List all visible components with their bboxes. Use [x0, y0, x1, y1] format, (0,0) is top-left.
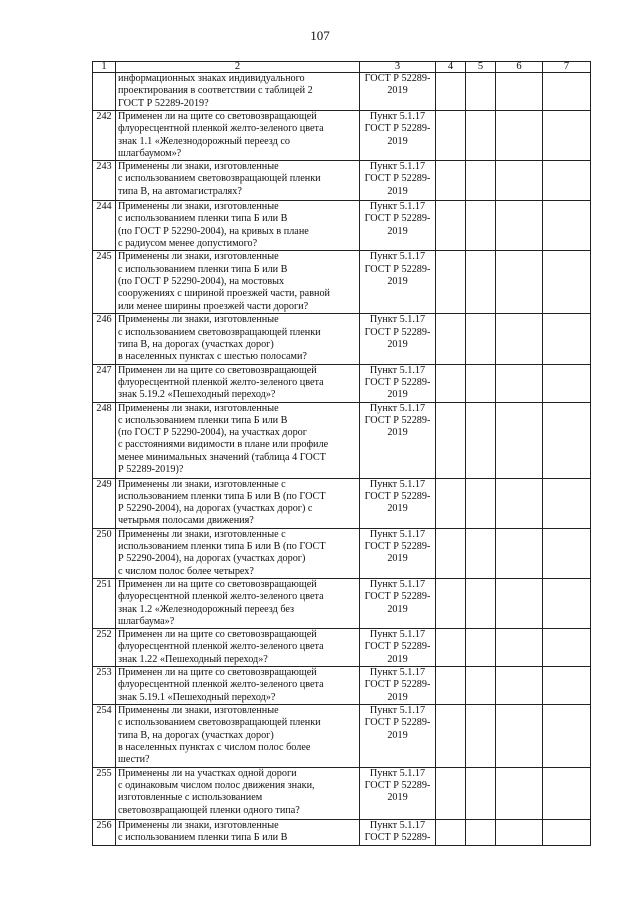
- checklist-table: [92, 61, 591, 846]
- reference-line: Пункт 5.1.17: [369, 111, 426, 122]
- question-line: Применены ли знаки, изготовленные: [118, 251, 279, 263]
- answer-cell-col-4: [436, 629, 466, 667]
- header-col-1: 1: [93, 62, 116, 73]
- answer-cell-col-7: [543, 111, 591, 161]
- reference-line: 2019: [387, 135, 408, 147]
- question-line: Применен ли на щите со световозвращающей: [118, 364, 317, 376]
- question-line: шлагбаумом»?: [118, 147, 182, 159]
- row-number: 253: [93, 667, 116, 705]
- reference-line: Пункт 5.1.17: [369, 402, 426, 414]
- row-number: 250: [93, 528, 116, 578]
- answer-cell-col-7: [543, 578, 591, 628]
- reference-line: ГОСТ Р 52289-: [364, 123, 431, 135]
- answer-cell-col-4: [436, 73, 466, 111]
- table-row: [93, 667, 591, 705]
- answer-cell-col-5: [466, 73, 496, 111]
- answer-cell-col-5: [466, 201, 496, 251]
- answer-cell-col-4: [436, 578, 466, 628]
- answer-cell-col-7: [543, 528, 591, 578]
- header-col-4: 4: [436, 62, 466, 73]
- question-line: с использованием световозвращающей пленки: [118, 173, 321, 185]
- question-line: проектирования в соответствии с таблицей 2: [118, 85, 313, 97]
- reference-cell: [360, 528, 436, 578]
- row-number: [93, 73, 116, 111]
- reference-line: Пункт 5.1.17: [369, 201, 426, 213]
- question-line: знак 1.2 «Железнодорожный переезд без: [118, 603, 295, 615]
- answer-cell-col-5: [466, 819, 496, 845]
- table-header-row: [93, 62, 591, 73]
- question-line: (по ГОСТ Р 52290-2004), на участках дорог: [118, 427, 307, 439]
- answer-cell-col-6: [496, 402, 543, 478]
- reference-cell: [360, 402, 436, 478]
- question-cell: [116, 629, 360, 667]
- row-number: 243: [93, 161, 116, 201]
- reference-line: ГОСТ Р 52289-: [364, 376, 431, 388]
- answer-cell-col-6: [496, 667, 543, 705]
- question-line: Применен ли на щите со световозвращающей: [118, 667, 317, 679]
- row-number: 254: [93, 705, 116, 767]
- answer-cell-col-5: [466, 478, 496, 528]
- question-line: с использованием световозвращающей пленки: [118, 326, 321, 338]
- answer-cell-col-5: [466, 629, 496, 667]
- reference-line: Пункт 5.1.17: [369, 819, 426, 831]
- table-row: [93, 819, 591, 845]
- reference-line: ГОСТ Р 52289-: [364, 591, 431, 603]
- question-line: с расстояниями видимости в плане или профиле: [118, 439, 329, 451]
- answer-cell-col-4: [436, 705, 466, 767]
- reference-line: 2019: [387, 225, 408, 237]
- row-number: 252: [93, 629, 116, 667]
- question-line: знак 5.19.2 «Пешеходный переход»?: [118, 389, 276, 401]
- answer-cell-col-7: [543, 667, 591, 705]
- reference-line: ГОСТ Р 52289-: [364, 779, 431, 791]
- question-line: Применены ли знаки, изготовленные: [118, 402, 279, 414]
- table-row: [93, 705, 591, 767]
- reference-cell: [360, 73, 436, 111]
- reference-line: Пункт 5.1.17: [369, 629, 426, 641]
- answer-cell-col-4: [436, 767, 466, 819]
- answer-cell-col-4: [436, 251, 466, 314]
- reference-line: Пункт 5.1.17: [369, 578, 426, 590]
- question-line: Применены ли на участках одной дороги: [118, 767, 297, 779]
- table-row: [93, 201, 591, 251]
- question-line: световозвращающей пленки одного типа?: [118, 804, 300, 816]
- answer-cell-col-5: [466, 578, 496, 628]
- table-row: [93, 578, 591, 628]
- answer-cell-col-4: [436, 364, 466, 402]
- question-line: в населенных пунктах с шестью полосами?: [118, 351, 307, 363]
- answer-cell-col-5: [466, 314, 496, 364]
- reference-line: ГОСТ Р 52289-: [364, 73, 431, 84]
- reference-line: ГОСТ Р 52289-: [364, 326, 431, 338]
- question-line: с использованием световозвращающей пленки: [118, 717, 321, 729]
- reference-line: ГОСТ Р 52289-: [364, 213, 431, 225]
- question-cell: [116, 111, 360, 161]
- question-line: флуоресцентной пленкой желто-зеленого цвета: [118, 641, 324, 653]
- table-row: [93, 161, 591, 201]
- answer-cell-col-5: [466, 528, 496, 578]
- question-line: Применены ли знаки, изготовленные с: [118, 478, 286, 490]
- answer-cell-col-6: [496, 111, 543, 161]
- question-cell: [116, 251, 360, 314]
- reference-line: Пункт 5.1.17: [369, 251, 426, 263]
- reference-line: ГОСТ Р 52289-: [364, 173, 431, 185]
- reference-cell: [360, 364, 436, 402]
- header-col-2: 2: [116, 62, 360, 73]
- answer-cell-col-6: [496, 578, 543, 628]
- answer-cell-col-4: [436, 161, 466, 201]
- question-line: Р 52289-2019)?: [118, 464, 184, 476]
- answer-cell-col-4: [436, 402, 466, 478]
- reference-cell: [360, 478, 436, 528]
- reference-line: 2019: [387, 691, 408, 703]
- question-line: или менее ширины проезжей части дороги?: [118, 300, 309, 312]
- answer-cell-col-4: [436, 528, 466, 578]
- table-row: [93, 528, 591, 578]
- answer-cell-col-7: [543, 201, 591, 251]
- table-row: [93, 73, 591, 111]
- reference-cell: [360, 667, 436, 705]
- answer-cell-col-6: [496, 314, 543, 364]
- answer-cell-col-5: [466, 161, 496, 201]
- reference-line: 2019: [387, 389, 408, 401]
- reference-line: Пункт 5.1.17: [369, 705, 426, 717]
- question-cell: [116, 364, 360, 402]
- question-line: типа В, на дорогах (участках дорог): [118, 729, 274, 741]
- question-line: сооружениях с шириной проезжей части, равной: [118, 288, 331, 300]
- question-line: изготовленные с использованием: [118, 792, 263, 804]
- reference-line: 2019: [387, 729, 408, 741]
- answer-cell-col-6: [496, 819, 543, 845]
- answer-cell-col-4: [436, 667, 466, 705]
- header-col-7: 7: [543, 62, 591, 73]
- question-line: (по ГОСТ Р 52290-2004), на мостовых: [118, 275, 285, 287]
- reference-cell: [360, 201, 436, 251]
- question-cell: [116, 314, 360, 364]
- table-row: [93, 767, 591, 819]
- question-cell: [116, 667, 360, 705]
- question-line: флуоресцентной пленкой желто-зеленого цвета: [118, 591, 324, 603]
- table-row: [93, 629, 591, 667]
- question-line: четырьмя полосами движения?: [118, 515, 254, 527]
- question-line: знак 1.22 «Пешеходный переход»?: [118, 653, 268, 665]
- reference-line: Пункт 5.1.17: [369, 364, 426, 376]
- reference-line: 2019: [387, 792, 408, 804]
- answer-cell-col-6: [496, 161, 543, 201]
- reference-line: ГОСТ Р 52289-: [364, 831, 431, 843]
- question-cell: [116, 819, 360, 845]
- question-line: с числом полос более четырех?: [118, 565, 254, 577]
- question-line: типа В, на автомагистралях?: [118, 185, 242, 197]
- answer-cell-col-7: [543, 629, 591, 667]
- question-line: использованием пленки типа Б или В (по ГОСТ: [118, 541, 326, 553]
- answer-cell-col-5: [466, 667, 496, 705]
- question-line: Р 52290-2004), на дорогах (участках дорог): [118, 553, 306, 565]
- reference-line: 2019: [387, 85, 408, 97]
- question-line: Применен ли на щите со световозвращающей: [118, 111, 317, 122]
- reference-line: 2019: [387, 275, 408, 287]
- reference-cell: [360, 251, 436, 314]
- row-number: 247: [93, 364, 116, 402]
- row-number: 246: [93, 314, 116, 364]
- reference-line: ГОСТ Р 52289-: [364, 641, 431, 653]
- question-line: Применен ли на щите со световозвращающей: [118, 629, 317, 641]
- answer-cell-col-4: [436, 201, 466, 251]
- question-line: с использованием пленки типа Б или В: [118, 831, 288, 843]
- reference-cell: [360, 578, 436, 628]
- reference-line: 2019: [387, 427, 408, 439]
- reference-line: 2019: [387, 185, 408, 197]
- reference-cell: [360, 767, 436, 819]
- question-cell: [116, 767, 360, 819]
- reference-line: Пункт 5.1.17: [369, 314, 426, 326]
- answer-cell-col-6: [496, 629, 543, 667]
- question-line: использованием пленки типа Б или В (по ГОСТ: [118, 490, 326, 502]
- table-row: [93, 314, 591, 364]
- reference-cell: [360, 629, 436, 667]
- row-number: 249: [93, 478, 116, 528]
- reference-cell: [360, 314, 436, 364]
- reference-line: Пункт 5.1.17: [369, 767, 426, 779]
- question-line: Р 52290-2004), на дорогах (участках дорог) с: [118, 503, 313, 515]
- reference-line: ГОСТ Р 52289-: [364, 717, 431, 729]
- header-col-3: 3: [360, 62, 436, 73]
- question-line: с использованием пленки типа Б или В: [118, 414, 288, 426]
- answer-cell-col-4: [436, 314, 466, 364]
- reference-line: ГОСТ Р 52289-: [364, 263, 431, 275]
- answer-cell-col-4: [436, 111, 466, 161]
- table-row: [93, 478, 591, 528]
- row-number: 255: [93, 767, 116, 819]
- reference-cell: [360, 111, 436, 161]
- question-line: Применены ли знаки, изготовленные: [118, 819, 279, 831]
- row-number: 244: [93, 201, 116, 251]
- question-line: Применены ли знаки, изготовленные: [118, 161, 279, 173]
- header-col-6: 6: [496, 62, 543, 73]
- table-row: [93, 364, 591, 402]
- question-line: Применен ли на щите со световозвращающей: [118, 578, 317, 590]
- question-line: шлагбаума»?: [118, 615, 175, 627]
- answer-cell-col-6: [496, 478, 543, 528]
- row-number: 245: [93, 251, 116, 314]
- question-line: Применены ли знаки, изготовленные: [118, 314, 279, 326]
- answer-cell-col-7: [543, 364, 591, 402]
- answer-cell-col-6: [496, 364, 543, 402]
- answer-cell-col-7: [543, 251, 591, 314]
- question-line: флуоресцентной пленкой желто-зеленого цвета: [118, 679, 324, 691]
- table-row: [93, 402, 591, 478]
- answer-cell-col-6: [496, 767, 543, 819]
- question-line: с использованием пленки типа Б или В: [118, 213, 288, 225]
- question-cell: [116, 478, 360, 528]
- answer-cell-col-4: [436, 819, 466, 845]
- row-number: 251: [93, 578, 116, 628]
- question-line: знак 1.1 «Железнодорожный переезд со: [118, 135, 290, 147]
- page-number: 107: [310, 28, 330, 43]
- answer-cell-col-4: [436, 478, 466, 528]
- question-line: ГОСТ Р 52289-2019?: [118, 97, 209, 109]
- reference-cell: [360, 161, 436, 201]
- table-body: [93, 73, 591, 846]
- answer-cell-col-5: [466, 251, 496, 314]
- question-cell: [116, 705, 360, 767]
- question-cell: [116, 73, 360, 111]
- answer-cell-col-5: [466, 111, 496, 161]
- answer-cell-col-7: [543, 73, 591, 111]
- question-line: флуоресцентной пленкой желто-зеленого цвета: [118, 376, 324, 388]
- reference-line: ГОСТ Р 52289-: [364, 679, 431, 691]
- reference-line: ГОСТ Р 52289-: [364, 541, 431, 553]
- question-cell: [116, 161, 360, 201]
- reference-line: ГОСТ Р 52289-: [364, 414, 431, 426]
- question-line: шести?: [118, 754, 150, 766]
- reference-line: 2019: [387, 503, 408, 515]
- answer-cell-col-7: [543, 819, 591, 845]
- answer-cell-col-7: [543, 705, 591, 767]
- answer-cell-col-7: [543, 402, 591, 478]
- reference-line: 2019: [387, 338, 408, 350]
- reference-line: ГОСТ Р 52289-: [364, 490, 431, 502]
- answer-cell-col-7: [543, 767, 591, 819]
- question-line: информационных знаках индивидуального: [118, 73, 305, 84]
- question-line: Применены ли знаки, изготовленные: [118, 705, 279, 717]
- question-line: Применены ли знаки, изготовленные с: [118, 528, 286, 540]
- question-line: флуоресцентной пленкой желто-зеленого цвета: [118, 123, 324, 135]
- question-line: типа В, на дорогах (участках дорог): [118, 338, 274, 350]
- reference-cell: [360, 819, 436, 845]
- row-number: 248: [93, 402, 116, 478]
- reference-line: Пункт 5.1.17: [369, 161, 426, 173]
- question-cell: [116, 402, 360, 478]
- question-line: с радиусом менее допустимого?: [118, 238, 258, 250]
- question-line: с использованием пленки типа Б или В: [118, 263, 288, 275]
- answer-cell-col-6: [496, 73, 543, 111]
- table-row: [93, 111, 591, 161]
- row-number: 242: [93, 111, 116, 161]
- answer-cell-col-5: [466, 705, 496, 767]
- answer-cell-col-7: [543, 478, 591, 528]
- reference-line: Пункт 5.1.17: [369, 478, 426, 490]
- question-line: в населенных пунктах с числом полос более: [118, 742, 311, 754]
- question-cell: [116, 528, 360, 578]
- answer-cell-col-5: [466, 364, 496, 402]
- answer-cell-col-5: [466, 402, 496, 478]
- row-number: 256: [93, 819, 116, 845]
- question-line: с одинаковым числом полос движения знаки,: [118, 779, 315, 791]
- reference-cell: [360, 705, 436, 767]
- reference-line: Пункт 5.1.17: [369, 528, 426, 540]
- reference-line: 2019: [387, 653, 408, 665]
- table-row: [93, 251, 591, 314]
- answer-cell-col-7: [543, 161, 591, 201]
- answer-cell-col-5: [466, 767, 496, 819]
- question-line: (по ГОСТ Р 52290-2004), на кривых в плане: [118, 225, 309, 237]
- header-col-5: 5: [466, 62, 496, 73]
- reference-line: 2019: [387, 603, 408, 615]
- answer-cell-col-6: [496, 251, 543, 314]
- reference-line: 2019: [387, 553, 408, 565]
- answer-cell-col-6: [496, 201, 543, 251]
- answer-cell-col-6: [496, 705, 543, 767]
- answer-cell-col-6: [496, 528, 543, 578]
- question-line: Применены ли знаки, изготовленные: [118, 201, 279, 213]
- answer-cell-col-7: [543, 314, 591, 364]
- reference-line: Пункт 5.1.17: [369, 667, 426, 679]
- question-line: знак 5.19.1 «Пешеходный переход»?: [118, 691, 276, 703]
- question-cell: [116, 578, 360, 628]
- question-cell: [116, 201, 360, 251]
- question-line: менее минимальных значений (таблица 4 ГОСТ: [118, 451, 326, 463]
